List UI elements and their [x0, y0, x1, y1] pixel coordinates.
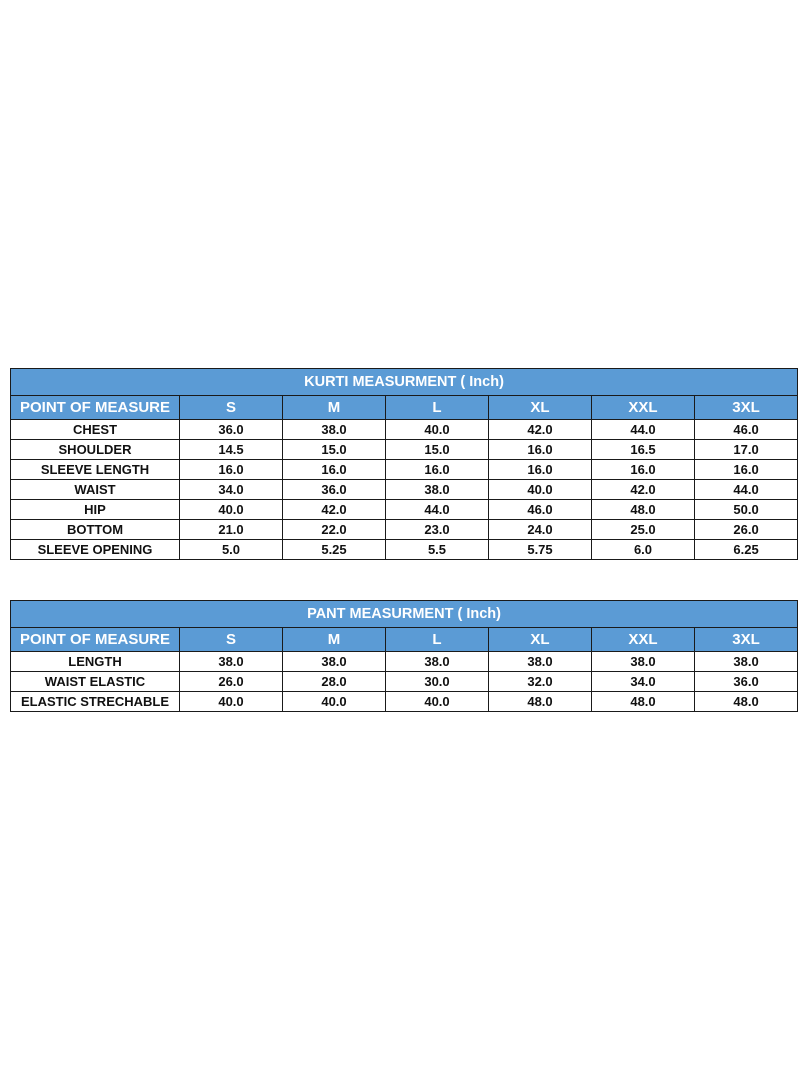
- table-cell: 42.0: [283, 500, 386, 520]
- table-cell: 38.0: [489, 652, 592, 672]
- table-cell: 50.0: [695, 500, 798, 520]
- table-header-row: [11, 396, 798, 420]
- table-cell: 34.0: [592, 672, 695, 692]
- row-label: SLEEVE OPENING: [11, 540, 180, 560]
- table-cell: 42.0: [489, 420, 592, 440]
- table-cell: 48.0: [592, 692, 695, 712]
- pant-measurement-table: [10, 600, 798, 712]
- table-cell: 38.0: [180, 652, 283, 672]
- row-label: BOTTOM: [11, 520, 180, 540]
- table-cell: 16.0: [695, 460, 798, 480]
- column-header-size-xxl: XXL: [592, 628, 695, 652]
- column-header-size-s: S: [180, 628, 283, 652]
- table-row: [11, 460, 798, 480]
- table-cell: 17.0: [695, 440, 798, 460]
- table-cell: 26.0: [180, 672, 283, 692]
- table-cell: 5.5: [386, 540, 489, 560]
- table-cell: 38.0: [386, 652, 489, 672]
- table-cell: 28.0: [283, 672, 386, 692]
- table-cell: 5.75: [489, 540, 592, 560]
- table-cell: 16.0: [283, 460, 386, 480]
- table-cell: 42.0: [592, 480, 695, 500]
- table-cell: 16.0: [180, 460, 283, 480]
- table-row: [11, 672, 798, 692]
- column-header-size-l: L: [386, 628, 489, 652]
- table-header-row: [11, 628, 798, 652]
- table-row: [11, 500, 798, 520]
- table-cell: 21.0: [180, 520, 283, 540]
- table-cell: 36.0: [695, 672, 798, 692]
- table-cell: 6.25: [695, 540, 798, 560]
- row-label: SHOULDER: [11, 440, 180, 460]
- table-row: [11, 652, 798, 672]
- column-header-size-xl: XL: [489, 628, 592, 652]
- table-cell: 14.5: [180, 440, 283, 460]
- column-header-size-xl: XL: [489, 396, 592, 420]
- row-label: SLEEVE LENGTH: [11, 460, 180, 480]
- table-cell: 40.0: [180, 500, 283, 520]
- row-label: LENGTH: [11, 652, 180, 672]
- table-cell: 16.0: [489, 460, 592, 480]
- table-cell: 48.0: [695, 692, 798, 712]
- table-cell: 38.0: [386, 480, 489, 500]
- table-cell: 5.0: [180, 540, 283, 560]
- row-label: ELASTIC STRECHABLE: [11, 692, 180, 712]
- table-cell: 46.0: [489, 500, 592, 520]
- table-cell: 16.0: [386, 460, 489, 480]
- table-row: [11, 692, 798, 712]
- table-row: [11, 440, 798, 460]
- table-cell: 16.0: [489, 440, 592, 460]
- table-cell: 22.0: [283, 520, 386, 540]
- table-row: [11, 540, 798, 560]
- table-cell: 30.0: [386, 672, 489, 692]
- column-header-size-3xl: 3XL: [695, 396, 798, 420]
- table-cell: 38.0: [592, 652, 695, 672]
- table-title-row: [11, 601, 798, 628]
- row-label: HIP: [11, 500, 180, 520]
- table-cell: 40.0: [180, 692, 283, 712]
- column-header-size-3xl: 3XL: [695, 628, 798, 652]
- table-cell: 36.0: [180, 420, 283, 440]
- table-cell: 32.0: [489, 672, 592, 692]
- column-header-point-of-measure: POINT OF MEASURE: [11, 396, 180, 420]
- table-cell: 46.0: [695, 420, 798, 440]
- table-cell: 38.0: [695, 652, 798, 672]
- table-cell: 15.0: [283, 440, 386, 460]
- table-cell: 48.0: [592, 500, 695, 520]
- table-title-row: [11, 369, 798, 396]
- table-cell: 44.0: [695, 480, 798, 500]
- column-header-size-m: M: [283, 396, 386, 420]
- kurti-table-title: KURTI MEASURMENT ( Inch): [11, 369, 798, 396]
- table-row: [11, 480, 798, 500]
- row-label: WAIST ELASTIC: [11, 672, 180, 692]
- column-header-point-of-measure: POINT OF MEASURE: [11, 628, 180, 652]
- table-cell: 16.5: [592, 440, 695, 460]
- table-cell: 36.0: [283, 480, 386, 500]
- pant-table-title: PANT MEASURMENT ( Inch): [11, 601, 798, 628]
- column-header-size-s: S: [180, 396, 283, 420]
- table-cell: 6.0: [592, 540, 695, 560]
- table-cell: 40.0: [386, 420, 489, 440]
- table-cell: 23.0: [386, 520, 489, 540]
- table-cell: 40.0: [489, 480, 592, 500]
- table-row: [11, 420, 798, 440]
- table-cell: 40.0: [283, 692, 386, 712]
- table-cell: 5.25: [283, 540, 386, 560]
- table-cell: 40.0: [386, 692, 489, 712]
- column-header-size-l: L: [386, 396, 489, 420]
- table-cell: 34.0: [180, 480, 283, 500]
- table-cell: 15.0: [386, 440, 489, 460]
- table-cell: 44.0: [592, 420, 695, 440]
- row-label: WAIST: [11, 480, 180, 500]
- row-label: CHEST: [11, 420, 180, 440]
- kurti-measurement-table: [10, 368, 798, 560]
- column-header-size-xxl: XXL: [592, 396, 695, 420]
- table-cell: 48.0: [489, 692, 592, 712]
- table-row: [11, 520, 798, 540]
- table-cell: 38.0: [283, 420, 386, 440]
- table-cell: 16.0: [592, 460, 695, 480]
- column-header-size-m: M: [283, 628, 386, 652]
- table-cell: 24.0: [489, 520, 592, 540]
- table-cell: 26.0: [695, 520, 798, 540]
- table-cell: 38.0: [283, 652, 386, 672]
- table-cell: 25.0: [592, 520, 695, 540]
- table-cell: 44.0: [386, 500, 489, 520]
